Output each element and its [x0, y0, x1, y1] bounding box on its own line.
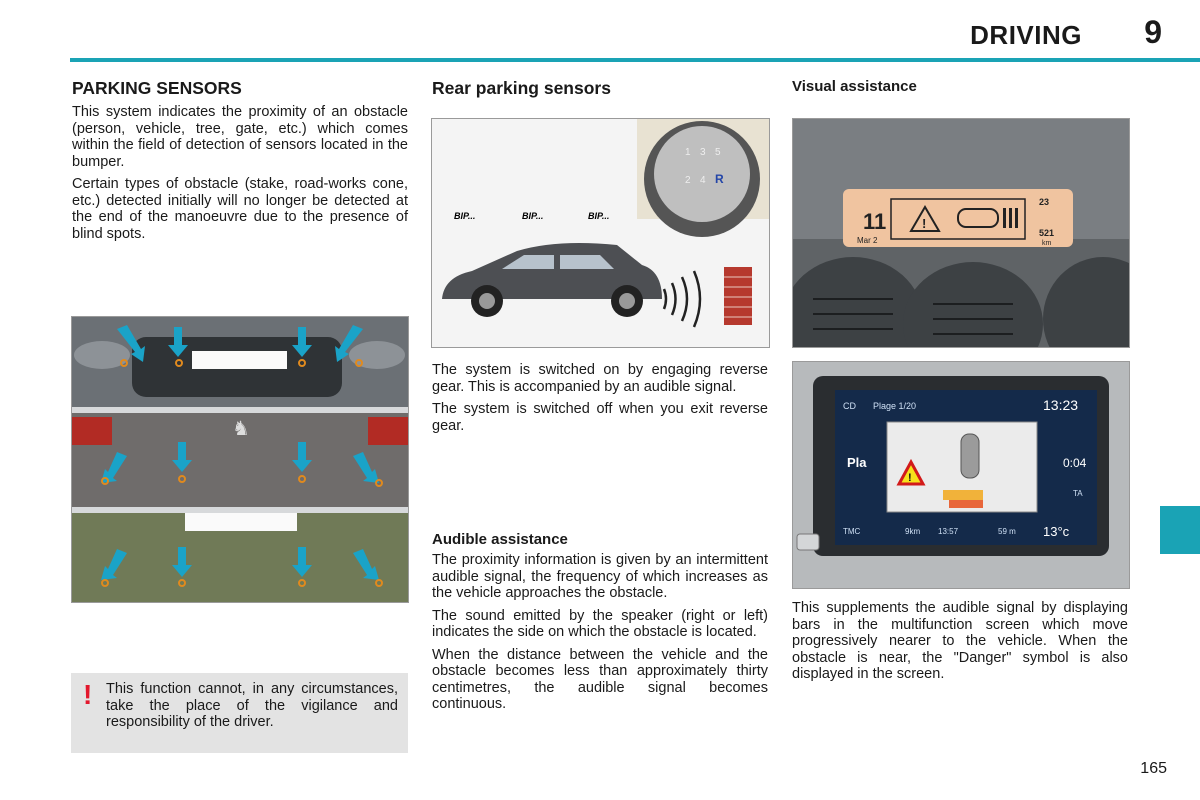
exclamation-icon: !	[83, 679, 93, 710]
rear-sensors-heading: Rear parking sensors	[432, 78, 611, 98]
screen-temp: 13°c	[1043, 524, 1070, 539]
paragraph: The sound emitted by the speaker (right or left) indicates the side on which the obstacle is located.	[432, 607, 768, 640]
paragraph: Certain types of obstacle (stake, road-works cone, etc.) detected initially will no longer be detected at the end of the manoeuvre due to the presence of blind spots.	[72, 176, 408, 242]
bumper-sensors-figure	[71, 316, 409, 603]
svg-text:♞: ♞	[232, 416, 250, 440]
page-number: 165	[1140, 760, 1167, 777]
gear-label: 1	[685, 147, 691, 158]
display-unit: km	[1042, 240, 1052, 247]
screen-status-distance: 9km	[905, 527, 921, 536]
paragraph: The system is switched on by engaging reverse gear. This is accompanied by an audible signal.	[432, 362, 768, 395]
gear-label: 3	[700, 147, 706, 158]
screen-status-tmc: TMC	[843, 527, 861, 536]
bip-label: BIP...	[588, 211, 610, 221]
svg-text:!: !	[908, 472, 912, 484]
gear-label: 5	[715, 147, 721, 158]
display-odometer: 521	[1039, 228, 1055, 238]
screen-source: CD	[843, 401, 856, 411]
warning-text: This function cannot, in any circumstances, take the place of the vigilance and responsibility of the driver.	[106, 681, 398, 730]
visual-heading: Visual assistance	[792, 78, 917, 95]
screen-row-label: Pla	[847, 455, 867, 470]
paragraph: This supplements the audible signal by displaying bars in the multifunction screen which move progressively nearer to the vehicle. When the obstacle is near, the "Danger" symbol is also displayed in the screen.	[792, 600, 1128, 682]
chapter-number: 9	[1144, 14, 1162, 50]
chapter-side-tab	[1160, 506, 1200, 554]
bip-label: BIP...	[454, 211, 476, 221]
display-big-number: 11	[863, 209, 887, 234]
audible-heading: Audible assistance	[432, 531, 568, 548]
gear-label: 4	[700, 175, 706, 186]
gear-label: R	[715, 172, 724, 186]
paragraph: This system indicates the proximity of an obstacle (person, vehicle, tree, gate, etc.) which comes within the field of detection of sensors located in the bumper.	[72, 104, 408, 170]
visual-text	[792, 600, 1128, 689]
instrument-display-figure	[792, 118, 1130, 348]
screen-track: Plage 1/20	[873, 401, 917, 411]
paragraph: The system is switched off when you exit reverse gear.	[432, 401, 768, 434]
warning-note	[71, 673, 408, 753]
display-date: Mar 2	[857, 236, 878, 245]
display-temp: 23	[1039, 197, 1050, 207]
screen-status-eta: 13:57	[938, 527, 959, 536]
screen-row-time: 0:04	[1063, 456, 1087, 470]
screen-ta: TA	[1073, 489, 1083, 498]
paragraph: The proximity information is given by an intermittent audible signal, the frequency of which increases as the vehicle approaches the obstacle.	[432, 552, 768, 601]
rear-sensors-text	[432, 362, 768, 440]
screen-status-altitude: 59 m	[998, 527, 1016, 536]
multifunction-screen-figure	[792, 361, 1130, 589]
audible-text	[432, 552, 768, 719]
rear-sensors-figure	[431, 118, 770, 348]
section-heading: PARKING SENSORS	[72, 78, 242, 98]
screen-time: 13:23	[1043, 397, 1079, 413]
gear-label: 2	[685, 175, 691, 186]
paragraph: When the distance between the vehicle and the obstacle becomes less than approximately thirty centimetres, the audible signal becomes continuous.	[432, 646, 768, 712]
bip-label: BIP...	[522, 211, 544, 221]
header-rule	[70, 58, 1200, 62]
intro-text	[72, 104, 408, 248]
chapter-title: DRIVING	[970, 20, 1082, 50]
svg-text:!: !	[922, 216, 927, 231]
